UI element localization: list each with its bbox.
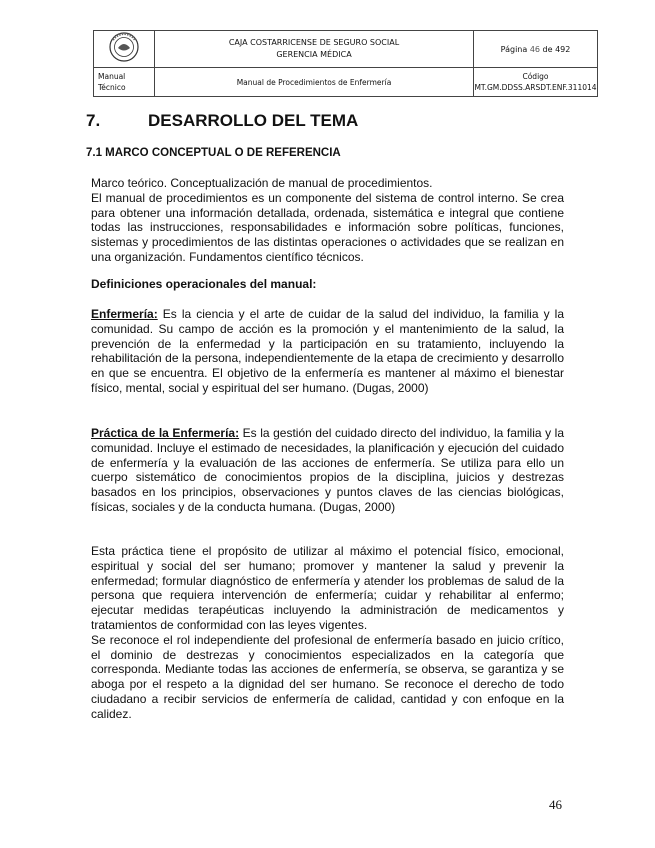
subsection-heading: 7.1 MARCO CONCEPTUAL O DE REFERENCIA [86, 147, 341, 159]
definition-text: Es la gestión del cuidado directo del individuo, la familia y la comunidad. Incluye el estimado de necesidades, la planificación y ejecución del cuidado de enfermería y la evaluación de las acciones de enfermería. Se utiliza para ello un cuerpo sistemático de conocimientos propios de la disciplina, juicios y destrezas basados en los principios, observaciones y puntos claves de las ciencias biológicas, físicas, sociales y de la conducta humana. (Dugas, 2000) [91, 426, 565, 514]
page-current: 46 [529, 44, 540, 54]
organization-title-cell [155, 31, 474, 68]
intro-first-line: Marco teórico. Conceptualización de manual de procedimientos. [91, 176, 433, 190]
intro-text: El manual de procedimientos es un componente del sistema de control interno. Se crea para obtener una información detallada, ordenada, sistemática e integral que contiene todas las instrucciones, responsabilidades e información sobre políticas, funciones, sistemas y procedimientos de las distintas operaciones o actividades que se realizan en una organización. Fundamentos científico técnicos. [91, 190, 564, 264]
logo-cell [94, 31, 155, 68]
ccss-seal-icon [107, 31, 141, 63]
section-title: DESARROLLO DEL TEMA [148, 111, 359, 130]
practice-text: Esta práctica tiene el propósito de utilizar al máximo el potencial físico, emocional, espiritual y social del ser humano; promover y mantener la salud y prevenir la enfermedad; formular diagnóstico de enfermería y atender los problemas de salud de la persona que requiera intervención de enfermería; cuidar y rehabilitar al enfermo; ejecutar medidas terapéuticas incluyendo la administración de medicamentos y tratamientos de conformidad con las leyes vigentes. [91, 544, 564, 632]
page-prefix: Página [500, 44, 528, 54]
manual-name: Manual de Procedimientos de Enfermería [236, 77, 392, 87]
manual-type-line2: Técnico [98, 83, 126, 92]
definition-practica [91, 426, 564, 515]
manual-type-line1: Manual [98, 72, 126, 81]
code-cell [474, 68, 598, 97]
manual-type-cell [94, 68, 155, 97]
manual-name-cell [155, 68, 474, 97]
intro-paragraph [91, 176, 564, 265]
page-count-cell [474, 31, 598, 68]
definitions-heading: Definiciones operacionales del manual: [91, 277, 317, 291]
code-label: Código [522, 72, 549, 81]
definition-enfermeria [91, 307, 564, 396]
section-heading [86, 111, 358, 131]
section-number: 7. [86, 111, 101, 130]
document-header [93, 30, 598, 97]
practice-text-continued: Se reconoce el rol independiente del profesional de enfermería basado en juicio crítico, el dominio de destrezas y conocimientos especializados en la categoría que corresponda. Mediante todas las acciones de enfermería, se observa, se garantiza y se aboga por el respeto a la dignidad del ser humano. Se reconoce el derecho de todo ciudadano a recibir servicios de enfermería de calidad, cantidad y con enfoque en la calidez. [91, 632, 564, 721]
practice-paragraph [91, 544, 564, 722]
code-value: MT.GM.DDSS.ARSDT.ENF.311014 [474, 83, 597, 92]
organization-department: GERENCIA MÉDICA [276, 50, 352, 59]
page-total: 492 [555, 44, 571, 54]
organization-name: CAJA COSTARRICENSE DE SEGURO SOCIAL [228, 38, 400, 47]
definition-term: Práctica de la Enfermería: [91, 426, 240, 440]
definition-text: Es la ciencia y el arte de cuidar de la salud del individuo, la familia y la comunidad. Su campo de acción es la promoción y el mantenimiento de la salud, la prevención de la enfermedad y la participación en su tratamiento, incluyendo la rehabilitación de la persona, independientemente de la etapa de crecimiento y desarrollo en que se encuentra. El objetivo de la enfermería es mantener al máximo el bienestar físico, mental, social y espiritual del ser humano. (Dugas, 2000) [91, 307, 564, 395]
definition-term: Enfermería: [91, 307, 158, 321]
footer-page-number: 46 [549, 797, 562, 812]
page-separator: de [542, 44, 553, 54]
